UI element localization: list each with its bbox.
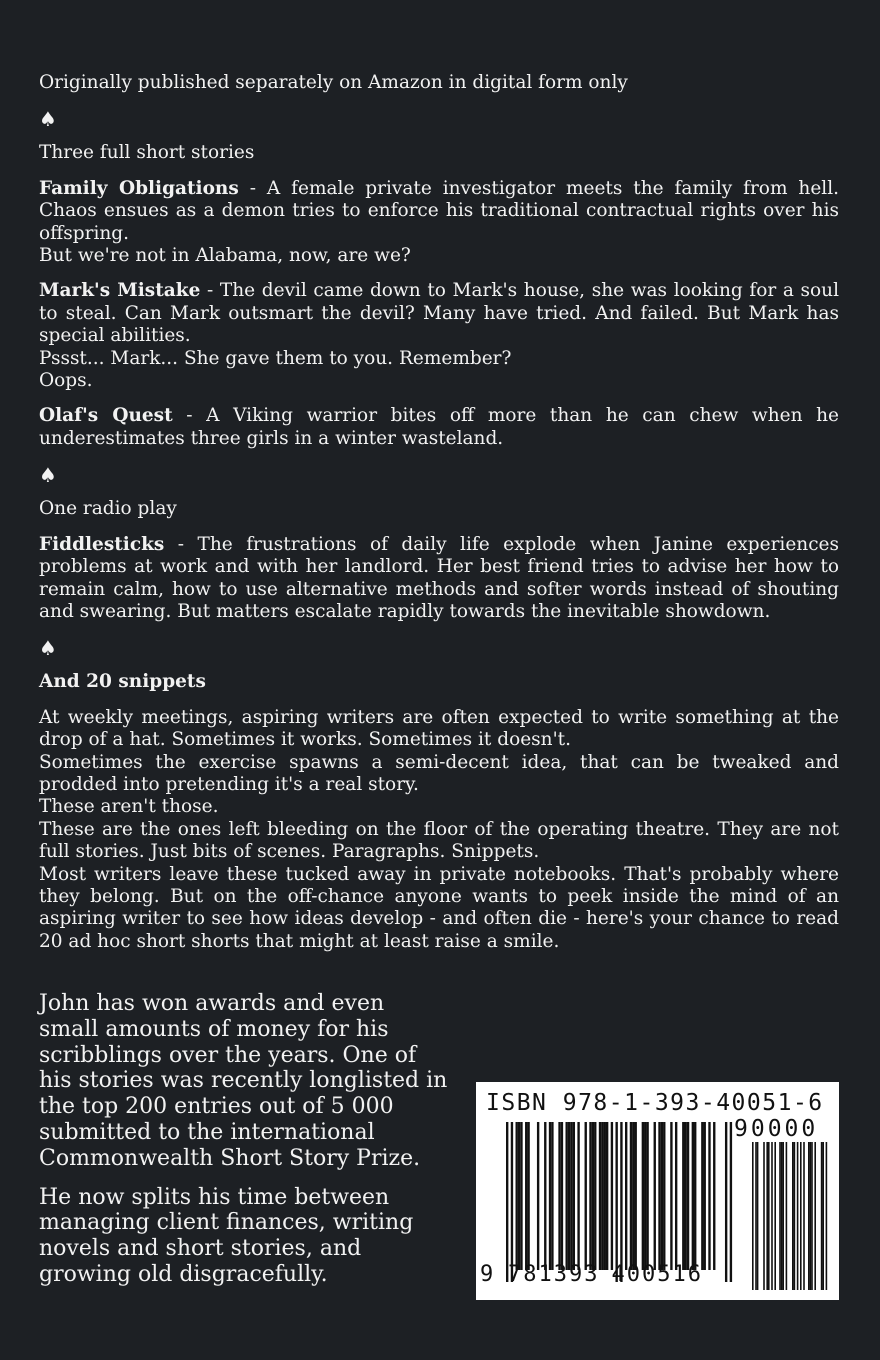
barcode-bar bbox=[658, 1122, 660, 1270]
blurb-content bbox=[39, 72, 839, 953]
barcode-guard-bar bbox=[506, 1122, 508, 1282]
radio-play-fiddlesticks bbox=[39, 534, 839, 624]
addon-bar bbox=[808, 1142, 810, 1290]
isbn-label: ISBN 978-1-393-40051-6 bbox=[486, 1090, 824, 1116]
story-title: Family Obligations bbox=[39, 177, 239, 199]
barcode-bar bbox=[708, 1122, 710, 1270]
barcode-bar bbox=[518, 1122, 520, 1270]
barcode-bar bbox=[525, 1122, 527, 1270]
addon-bar bbox=[755, 1142, 757, 1290]
barcode-bar bbox=[701, 1122, 703, 1270]
story-text: - A Viking warrior bites off more than he can chew when he underestimates three girls in a winter wasteland. bbox=[39, 405, 840, 449]
barcode-right-group: 400516 bbox=[611, 1262, 703, 1287]
barcode-bar bbox=[544, 1122, 546, 1270]
barcode-bar bbox=[644, 1122, 646, 1270]
snippets-description bbox=[39, 707, 839, 953]
barcode-bar bbox=[694, 1122, 696, 1270]
barcode-bar bbox=[585, 1122, 587, 1270]
barcode-bar bbox=[549, 1122, 551, 1270]
addon-bar bbox=[771, 1142, 773, 1290]
barcode-bar bbox=[561, 1122, 563, 1270]
story-extra-line: But we're not in Alabama, now, are we? bbox=[39, 245, 411, 267]
bio-paragraph: John has won awards and even small amounts of money for his scribblings over the years. One of his stories was recently longlisted in the top 200 entries out of 5 000 submitted to the international Commonwealth Short Story Prize. bbox=[39, 991, 448, 1171]
story-title: Mark's Mistake bbox=[39, 280, 201, 302]
barcode-bar bbox=[592, 1122, 594, 1270]
barcode-bar bbox=[516, 1122, 518, 1270]
addon-bar bbox=[792, 1142, 794, 1290]
barcode-bar bbox=[568, 1122, 570, 1270]
barcode-bar bbox=[551, 1122, 553, 1270]
story-extra-line: Pssst... Mark... She gave them to you. Remember? bbox=[39, 347, 512, 369]
barcode-bar bbox=[632, 1122, 634, 1270]
barcode-bar bbox=[573, 1122, 575, 1270]
price-addon-code: 90000 bbox=[734, 1116, 819, 1142]
barcode-bar bbox=[611, 1122, 613, 1270]
addon-bar bbox=[826, 1142, 828, 1290]
intro-text: Originally published separately on Amazon in digital form only bbox=[39, 72, 628, 93]
addon-bar bbox=[814, 1142, 816, 1290]
barcode-bar bbox=[675, 1122, 677, 1270]
barcode-digits bbox=[480, 1262, 704, 1287]
stories-heading: Three full short stories bbox=[39, 142, 255, 164]
snippets-heading: And 20 snippets bbox=[39, 671, 206, 693]
barcode-bar bbox=[713, 1122, 715, 1270]
story-text: - The devil came down to Mark's house, she was looking for a soul to steal. Can Mark outsmart the devil? Many have tried. And failed. But Mark has special abilities. bbox=[39, 280, 839, 347]
radio-play-title: Fiddlesticks bbox=[39, 533, 165, 555]
bio-paragraph: He now splits his time between managing client finances, writing novels and short stories, and growing old disgracefully. bbox=[39, 1184, 414, 1287]
story-olafs-quest bbox=[39, 405, 839, 450]
addon-bar bbox=[786, 1142, 788, 1290]
snippets-paragraph: Sometimes the exercise spawns a semi-decent idea, that can be tweaked and prodded into pretending it's a real story. bbox=[39, 751, 839, 795]
addon-bar bbox=[752, 1142, 754, 1290]
barcode-bar bbox=[630, 1122, 632, 1270]
barcode-guard-bar bbox=[725, 1122, 727, 1282]
barcode-bar bbox=[685, 1122, 687, 1270]
spade-divider-icon: ♠ bbox=[39, 107, 57, 132]
barcode-bar bbox=[537, 1122, 539, 1270]
spade-divider-icon: ♠ bbox=[39, 636, 57, 661]
addon-bar bbox=[779, 1142, 781, 1290]
addon-bar bbox=[821, 1142, 823, 1290]
addon-bar bbox=[782, 1142, 784, 1290]
radio-play-text: - The frustrations of daily life explode when Janine experiences problems at work and with her landlord. Her best friend tries to advise her how to remain calm, how to use alternative methods and softer words instead of shouting and swearing. But matters escalate rapidly towards the inevitable showdown. bbox=[39, 533, 839, 622]
isbn-barcode bbox=[476, 1082, 839, 1300]
barcode-bar bbox=[577, 1122, 579, 1270]
addon-bar bbox=[763, 1142, 765, 1290]
addon-bar bbox=[822, 1142, 824, 1290]
barcode-bar bbox=[670, 1122, 672, 1270]
barcode-lead-digit: 9 bbox=[480, 1262, 494, 1287]
snippets-paragraph: These are the ones left bleeding on the floor of the operating theatre. They are not full stories. Just bits of scenes. Paragraphs. Snippets. bbox=[39, 818, 839, 863]
barcode-bar bbox=[606, 1122, 608, 1270]
snippets-paragraph: At weekly meetings, aspiring writers are often expected to write something at the drop of a hat. Sometimes it works. Sometimes it doesn't. bbox=[39, 706, 839, 751]
addon-bar bbox=[768, 1142, 770, 1290]
barcode-bar bbox=[566, 1122, 568, 1270]
barcode-bar bbox=[589, 1122, 591, 1270]
barcode-bar bbox=[558, 1122, 560, 1270]
spade-divider-icon: ♠ bbox=[39, 463, 57, 488]
barcode-bar bbox=[604, 1122, 606, 1270]
story-extra-line: Oops. bbox=[39, 370, 93, 392]
barcode-bar bbox=[625, 1122, 627, 1270]
barcode-bar bbox=[687, 1122, 689, 1270]
addon-bar bbox=[766, 1142, 768, 1290]
barcode-guard-bar bbox=[511, 1122, 513, 1282]
barcode-bar bbox=[520, 1122, 522, 1270]
addon-bar bbox=[757, 1142, 759, 1290]
barcode-bar bbox=[692, 1122, 694, 1270]
barcode-bar bbox=[601, 1122, 603, 1270]
addon-bar bbox=[797, 1142, 799, 1290]
story-text: - A female private investigator meets the family from hell. Chaos ensues as a demon tries to enforce his traditional contractual rights over his offspring. bbox=[39, 177, 839, 244]
addon-bar bbox=[810, 1142, 812, 1290]
addon-bar bbox=[781, 1142, 783, 1290]
barcode-bar bbox=[682, 1122, 684, 1270]
author-bio bbox=[39, 991, 449, 1288]
addon-bar bbox=[774, 1142, 776, 1290]
barcode-bar bbox=[570, 1122, 572, 1270]
barcode-guard-bar bbox=[620, 1122, 622, 1282]
barcode-bar bbox=[654, 1122, 656, 1270]
barcode-bar bbox=[594, 1122, 596, 1270]
barcode-guard-bar bbox=[615, 1122, 617, 1282]
story-marks-mistake bbox=[39, 280, 839, 392]
barcode-bar bbox=[642, 1122, 644, 1270]
radio-heading: One radio play bbox=[39, 498, 177, 520]
barcode-bar bbox=[661, 1122, 663, 1270]
addon-bar bbox=[803, 1142, 805, 1290]
snippets-paragraph: Most writers leave these tucked away in private notebooks. That's probably where they belong. But on the off-chance anyone wants to peek inside the mind of an aspiring writer to see how ideas develop - and often die - here's your chance to read 20 ad hoc short shorts that might at least raise a smile. bbox=[39, 863, 839, 952]
snippets-paragraph: These aren't those. bbox=[39, 796, 219, 818]
addon-bar bbox=[800, 1142, 802, 1290]
story-title: Olaf's Quest bbox=[39, 405, 173, 427]
barcode-bar bbox=[527, 1122, 529, 1270]
story-family-obligations bbox=[39, 178, 839, 268]
addon-bar bbox=[811, 1142, 813, 1290]
addon-bar bbox=[794, 1142, 796, 1290]
barcode-bar bbox=[704, 1122, 706, 1270]
barcode-bar bbox=[646, 1122, 648, 1270]
barcode-bar bbox=[599, 1122, 601, 1270]
barcode-guard-bar bbox=[730, 1122, 732, 1282]
barcode-bar bbox=[635, 1122, 637, 1270]
barcode-left-group: 781393 bbox=[508, 1262, 600, 1287]
barcode-bar bbox=[663, 1122, 665, 1270]
